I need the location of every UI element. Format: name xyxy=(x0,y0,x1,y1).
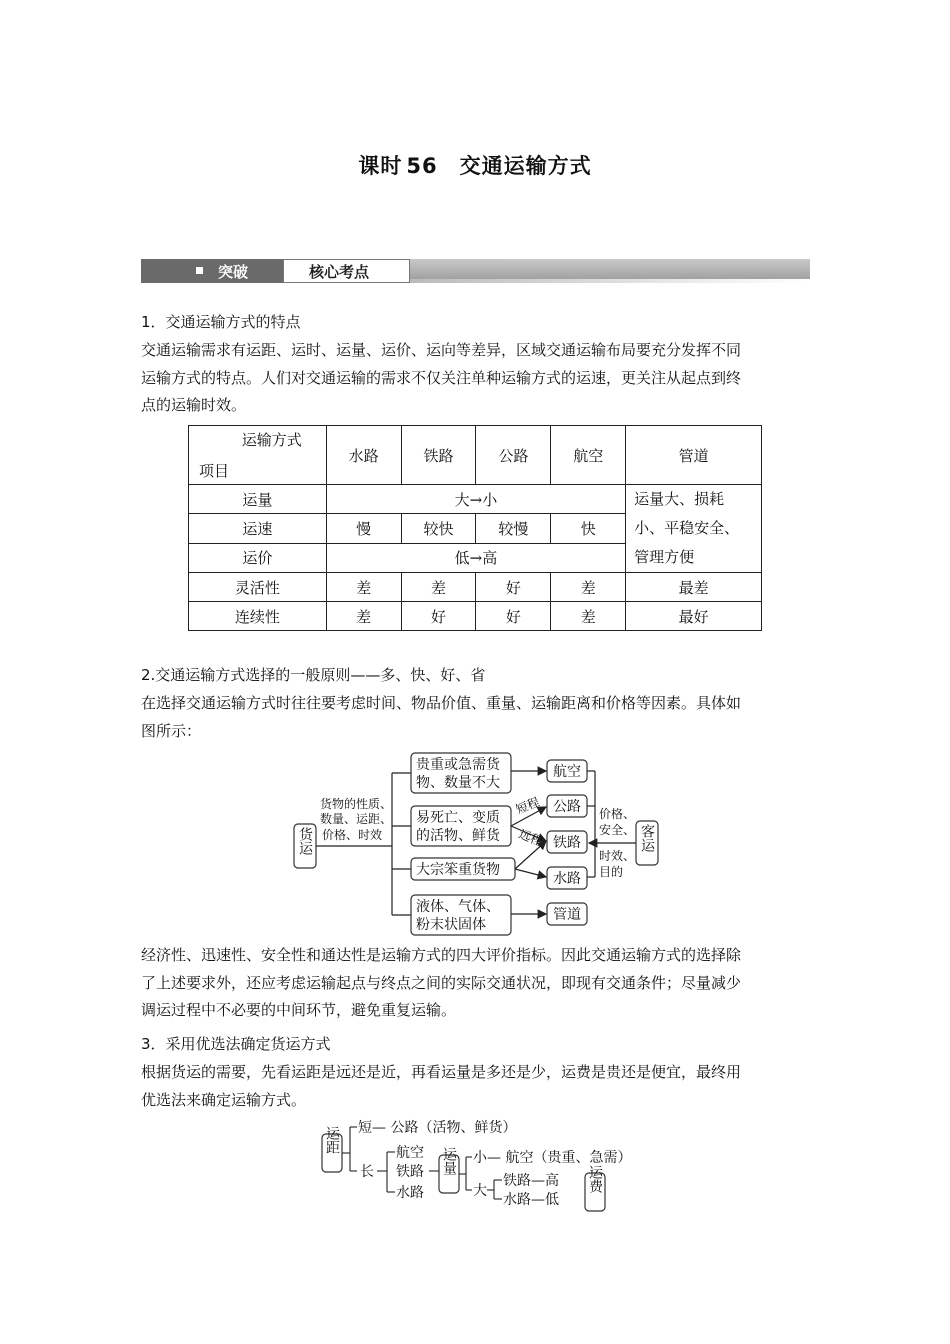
table-cell: 好 xyxy=(476,573,551,602)
text-line: 了上述要求外，还应考虑运输起点与终点之间的实际交通状况，即现有交通条件；尽量减少 xyxy=(141,973,742,992)
section3-heading: 3．采用优选法确定货运方式 xyxy=(141,1035,331,1053)
small-volume-line: 小— 航空（贵重、急需） xyxy=(473,1150,632,1166)
long-mode-label: 铁路 xyxy=(396,1164,424,1180)
big-label: 大 xyxy=(473,1183,487,1199)
long-mode-label: 水路 xyxy=(396,1185,424,1201)
water-cost-line: 水路—低 xyxy=(503,1192,559,1208)
table-header-cell: 铁路 xyxy=(401,426,476,485)
goods-label: 大宗笨重货物 xyxy=(416,862,500,878)
table-cell: 差 xyxy=(326,573,401,602)
volume-label: 运量 xyxy=(441,1147,457,1175)
section2b-paragraph xyxy=(141,942,813,1025)
row-label: 连续性 xyxy=(189,602,327,631)
banner-right-label: 核心考点 xyxy=(309,263,370,281)
mode-label: 铁路 xyxy=(553,835,581,851)
passenger-label: 客运 xyxy=(639,824,655,852)
title-main: 交通运输方式 xyxy=(459,154,592,178)
table-cell: 差 xyxy=(551,573,626,602)
table-header-cell: 管道 xyxy=(626,426,762,485)
table-header-cell: 水路 xyxy=(326,426,401,485)
banner-left-label: 突破 xyxy=(218,263,249,281)
arrow xyxy=(515,869,546,877)
table-cell: 较快 xyxy=(401,514,476,543)
origin-label: 货运 xyxy=(297,827,313,855)
text-line: 根据货运的需要，先看运距是远还是近，再看运量是多还是少，运费是贵还是便宜，最终用 xyxy=(141,1063,742,1081)
long-mode-label: 航空 xyxy=(396,1145,424,1161)
pipeline-note-line: 运量大、损耗 xyxy=(634,490,725,508)
row-label: 运量 xyxy=(189,485,327,514)
mode-label: 管道 xyxy=(553,907,581,923)
table-cell: 差 xyxy=(551,602,626,631)
table-cell: 好 xyxy=(476,602,551,631)
merged-cell: 大→小 xyxy=(326,485,625,514)
text-line: 在选择交通运输方式时往往要考虑时间、物品价值、重量、运输距离和价格等因素。具体如 xyxy=(141,694,742,712)
factor-line: 货物的性质、 xyxy=(320,797,393,811)
pipeline-note-line: 管理方便 xyxy=(634,548,695,566)
distance-label: 运距 xyxy=(324,1126,340,1154)
table-cell: 快 xyxy=(551,514,626,543)
section3-paragraph xyxy=(141,1059,813,1114)
goods-label: 物、数量不大 xyxy=(416,775,500,791)
title-number: 56 xyxy=(406,154,438,178)
rail-cost-line: 铁路—高 xyxy=(503,1173,559,1189)
table-header-cell: 公路 xyxy=(476,426,551,485)
passenger-factor: 价格、 xyxy=(599,807,636,821)
table-cell: 较慢 xyxy=(476,514,551,543)
factor-line: 数量、运距、 xyxy=(320,812,393,826)
section2-heading: 2.交通运输方式选择的一般原则——多、快、好、省 xyxy=(141,666,486,684)
factor-line: 价格、时效 xyxy=(322,828,383,842)
text-line: 经济性、迅速性、安全性和通达性是运输方式的四大评价指标。因此交通运输方式的选择除 xyxy=(141,946,742,964)
long-label: 长 xyxy=(360,1164,374,1180)
corner-top-label: 运输方式 xyxy=(241,431,302,449)
long-distance-label: 远程 xyxy=(516,826,545,849)
goods-label: 液体、气体、 xyxy=(416,899,500,915)
row-label: 灵活性 xyxy=(189,573,327,602)
table-header-cell: 航空 xyxy=(551,426,626,485)
passenger-factor: 目的 xyxy=(599,865,624,879)
goods-label: 粉末状固体 xyxy=(416,917,486,933)
goods-label: 的活物、鲜货 xyxy=(416,828,500,844)
text-line: 优选法来确定运输方式。 xyxy=(141,1090,307,1109)
cost-label: 运费 xyxy=(587,1165,603,1193)
merged-cell: 低→高 xyxy=(326,543,625,572)
mode-label: 公路 xyxy=(553,799,581,815)
table-cell: 好 xyxy=(401,602,476,631)
mode-label: 水路 xyxy=(553,871,581,887)
text-line: 运输方式的特点。人们对交通运输的需求不仅关注单种运输方式的运速，更关注从起点到终 xyxy=(141,368,742,387)
table-cell: 最差 xyxy=(626,573,762,602)
table-cell: 慢 xyxy=(326,514,401,543)
title-prefix: 课时 xyxy=(358,154,403,178)
short-distance-label: 短程 xyxy=(513,794,542,817)
passenger-factor: 安全、 xyxy=(599,823,636,837)
corner-bottom-label: 项目 xyxy=(199,462,230,480)
passenger-factor: 时效、 xyxy=(599,849,636,863)
mode-label: 航空 xyxy=(553,764,581,780)
table-cell: 差 xyxy=(401,573,476,602)
table-cell: 差 xyxy=(326,602,401,631)
goods-label: 易死亡、变质 xyxy=(416,810,500,826)
text-line: 点的运输时效。 xyxy=(141,396,247,414)
row-label: 运价 xyxy=(189,543,327,572)
row-label: 运速 xyxy=(189,514,327,543)
goods-label: 贵重或急需货 xyxy=(416,757,500,773)
text-line: 调运过程中不必要的中间环节，避免重复运输。 xyxy=(141,1001,457,1019)
text-line: 交通运输需求有运距、运时、运量、运价、运向等差异，区域交通运输布局要充分发挥不同 xyxy=(141,341,742,359)
pipeline-note-line: 小、平稳安全、 xyxy=(634,519,740,537)
section1-heading: 1．交通运输方式的特点 xyxy=(141,313,301,331)
short-route-line: 短— 公路（活物、鲜货） xyxy=(358,1120,517,1136)
text-line: 图所示： xyxy=(141,721,202,740)
table-cell: 最好 xyxy=(626,602,762,631)
